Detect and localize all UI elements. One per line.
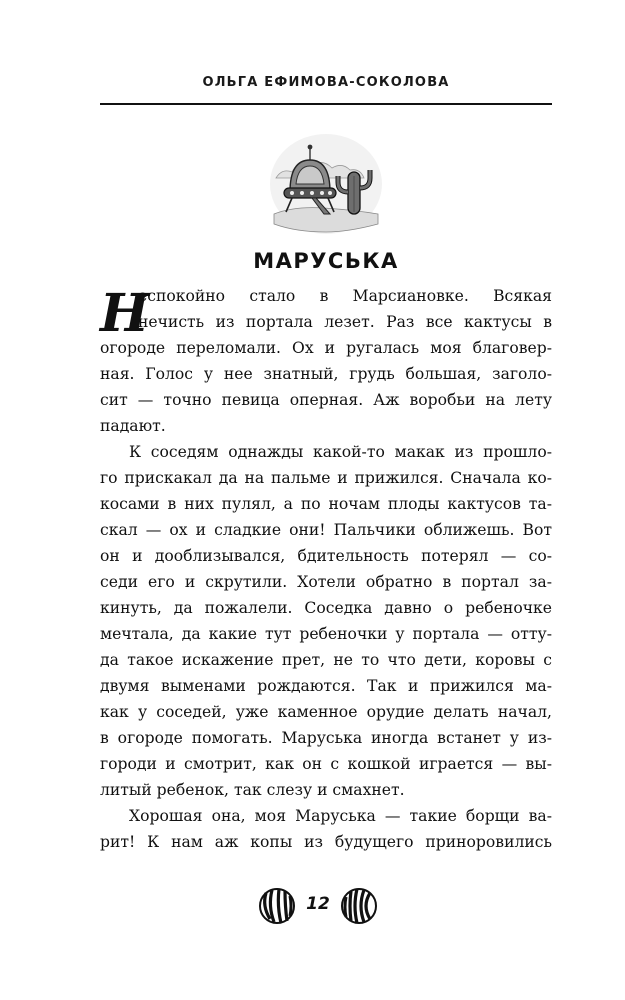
text-line: нечисть из портала лезет. Раз все кактусы в: [138, 313, 552, 331]
body-text: [100, 283, 552, 855]
text-line: городи и смотрит, как он с кошкой играется — вы-: [100, 755, 552, 773]
text-line: скал — ох и сладкие они! Пальчики оближешь. Вот: [100, 521, 552, 539]
text-line: огороде переломали. Ох и ругалась моя благовер-: [100, 339, 552, 357]
text-line: в огороде помогать. Маруська иногда встанет у из-: [100, 729, 552, 747]
text-line: сит — точно певица оперная. Аж воробьи на лету: [100, 391, 552, 409]
text-line: кинуть, да пожалели. Соседка давно о ребеночке: [100, 599, 552, 617]
chapter-title: МАРУСЬКА: [253, 249, 399, 273]
ufo-cactus-illustration-icon: [268, 126, 384, 238]
text-line: да такое искажение прет, не то что дети, коровы с: [100, 651, 552, 669]
page-number: 12: [306, 894, 330, 914]
header-rule: [100, 103, 552, 105]
text-line: еспокойно стало в Марсиановке. Всякая: [138, 287, 552, 305]
text-line: двумя выменами рождаются. Так и прижился ма-: [100, 677, 552, 695]
text-line: рит! К нам аж копы из будущего приноровились: [100, 833, 552, 851]
text-line: седи его и скрутили. Хотели обратно в портал за-: [100, 573, 552, 591]
striped-ball-ornament-icon: [258, 887, 296, 925]
drop-cap: Н: [100, 283, 150, 344]
text-line: го прискакал да на пальме и прижился. Сначала ко-: [100, 469, 552, 487]
running-head-author: ОЛЬГА ЕФИМОВА-СОКОЛОВА: [202, 75, 450, 90]
text-line: К соседям однажды какой-то макак из прошло-: [129, 443, 552, 461]
text-line: мечтала, да какие тут ребеночки у портала — отту-: [100, 625, 552, 643]
text-line: ная. Голос у нее знатный, грудь большая, заголо-: [100, 365, 552, 383]
text-line: падают.: [100, 417, 166, 435]
page-footer: [0, 887, 625, 927]
striped-ball-ornament-icon: [340, 887, 378, 925]
text-line: он и дооблизывался, бдительность потерял — со-: [100, 547, 552, 565]
text-line: литый ребенок, так слезу и смахнет.: [100, 781, 405, 799]
text-line: как у соседей, уже каменное орудие делать начал,: [100, 703, 552, 721]
text-line: косами в них пулял, а по ночам плоды кактусов та-: [100, 495, 552, 513]
text-line: Хорошая она, моя Маруська — такие борщи ва-: [129, 807, 552, 825]
